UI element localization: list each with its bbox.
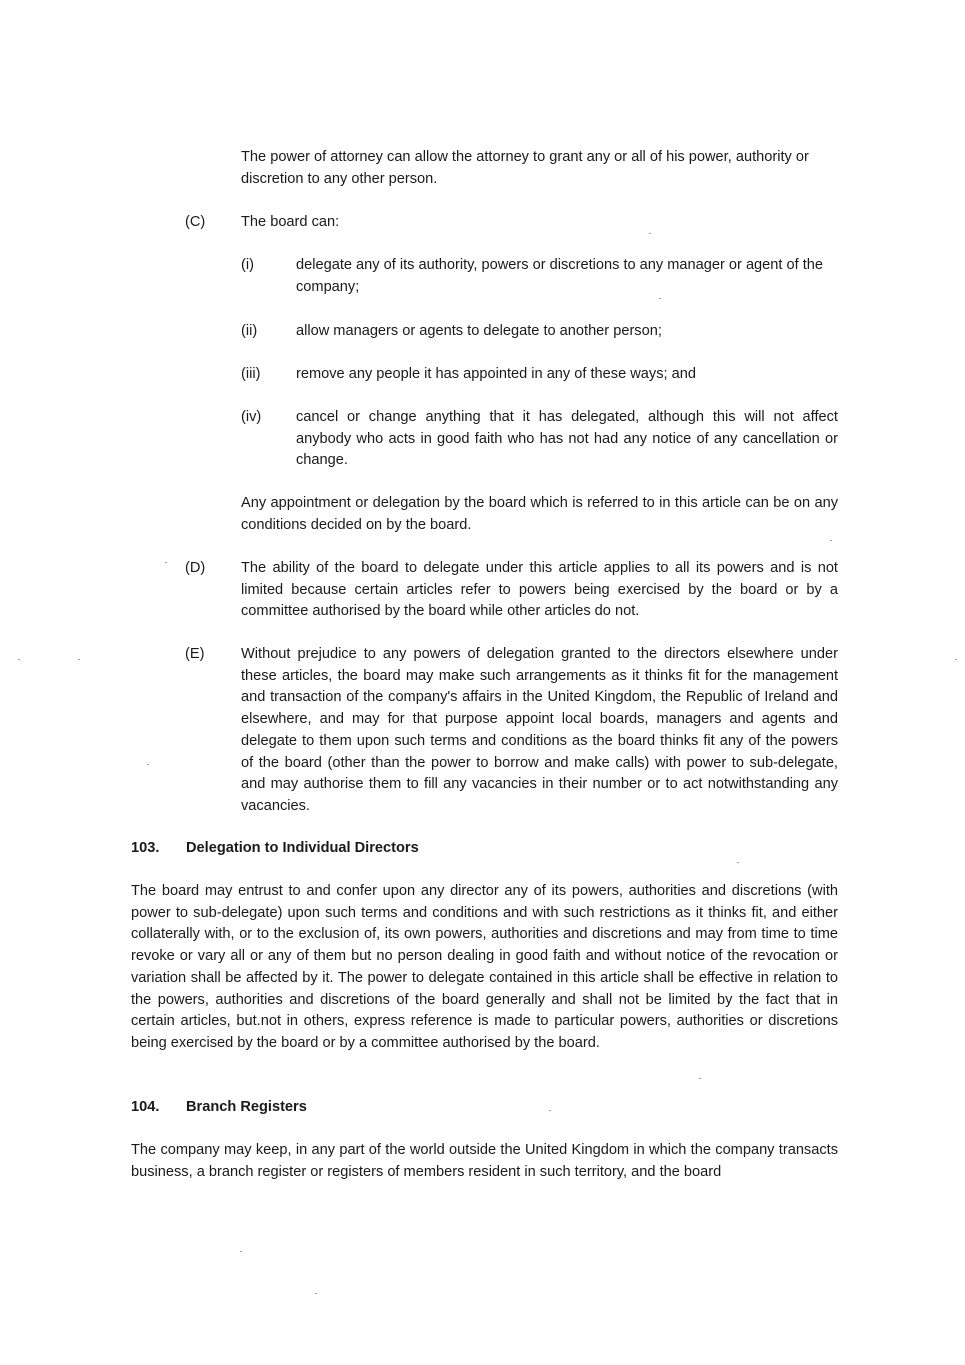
section-c-lead: The board can: — [241, 214, 340, 230]
scan-speck — [147, 764, 149, 765]
scan-speck — [737, 862, 739, 863]
item-iv-label: (iv) — [241, 409, 262, 425]
scan-speck — [78, 659, 80, 660]
scan-speck — [659, 298, 661, 299]
article-103-number: 103. — [131, 840, 160, 856]
item-ii-label: (ii) — [241, 323, 258, 339]
article-104-title: Branch Registers — [186, 1099, 307, 1115]
scan-speck — [240, 1251, 242, 1252]
item-i-text: delegate any of its authority, powers or discretions to any manager or agent of the company; — [296, 257, 824, 295]
item-iii-label: (iii) — [241, 366, 261, 382]
intro-paragraph: The power of attorney can allow the attorney to grant any or all of his power, authority or discretion to any other person. — [241, 149, 809, 187]
item-i-label: (i) — [241, 257, 254, 273]
section-d-text: The ability of the board to delegate under this article applies to all its powers and is not limited because certain articles refer to powers being exercised by the board or by a committee authorised by the board while other articles do not. — [241, 560, 838, 620]
scan-speck — [955, 659, 957, 660]
section-c-label: (C) — [185, 214, 206, 230]
scan-speck — [649, 233, 651, 234]
section-c-closing: Any appointment or delegation by the board which is referred to in this article can be on any conditions decided on by the board. — [241, 495, 838, 533]
article-103-body: The board may entrust to and confer upon any director any of its powers, authorities and discretions (with power to sub-delegate) upon such terms and conditions and with such restrictions as it thinks fit, and either collaterally with, or to the exclusion of, its own powers, authorities and discretions and may from time to time revoke or vary all or any of them but no person dealing in good faith and without notice of the revocation or variation shall be affected by it. The power to delegate contained in this article shall be effective in relation to the powers, authorities and discretions of the board generally and shall not be limited by the fact that in certain articles, but.not in others, express reference is made to particular powers, authorities or discretions being exercised by the board or by a committee authorised by the board. — [131, 883, 838, 1051]
article-103-title: Delegation to Individual Directors — [186, 840, 419, 856]
article-104-body: The company may keep, in any part of the world outside the United Kingdom in which the company transacts business, a branch register or registers of members resident in such territory, and the board — [131, 1142, 838, 1180]
item-iv-text: cancel or change anything that it has delegated, although this will not affect anybody who acts in good faith who has not had any notice of any cancellation or change. — [296, 409, 838, 469]
section-e-text: Without prejudice to any powers of delegation granted to the directors elsewhere under these articles, the board may make such arrangements as it thinks fit for the management and transaction of the company's affairs in the United Kingdom, the Republic of Ireland and elsewhere, and may for that purpose appoint local boards, managers and agents and delegate to them upon such terms and conditions as the board thinks fit any of the powers of the board (other than the power to borrow and make calls) with power to sub-delegate, and may authorise them to fill any vacancies in their number or to act notwithstanding any vacancies. — [241, 646, 838, 814]
section-e-label: (E) — [185, 646, 205, 662]
article-104-number: 104. — [131, 1099, 160, 1115]
scan-speck — [18, 659, 20, 660]
scan-speck — [549, 1110, 551, 1111]
section-d-label: (D) — [185, 560, 206, 576]
scan-speck — [699, 1078, 701, 1079]
item-iii-text: remove any people it has appointed in any of these ways; and — [296, 366, 696, 382]
item-ii-text: allow managers or agents to delegate to another person; — [296, 323, 662, 339]
scan-speck — [830, 540, 832, 541]
scan-speck — [315, 1293, 317, 1294]
scan-speck — [165, 562, 167, 563]
